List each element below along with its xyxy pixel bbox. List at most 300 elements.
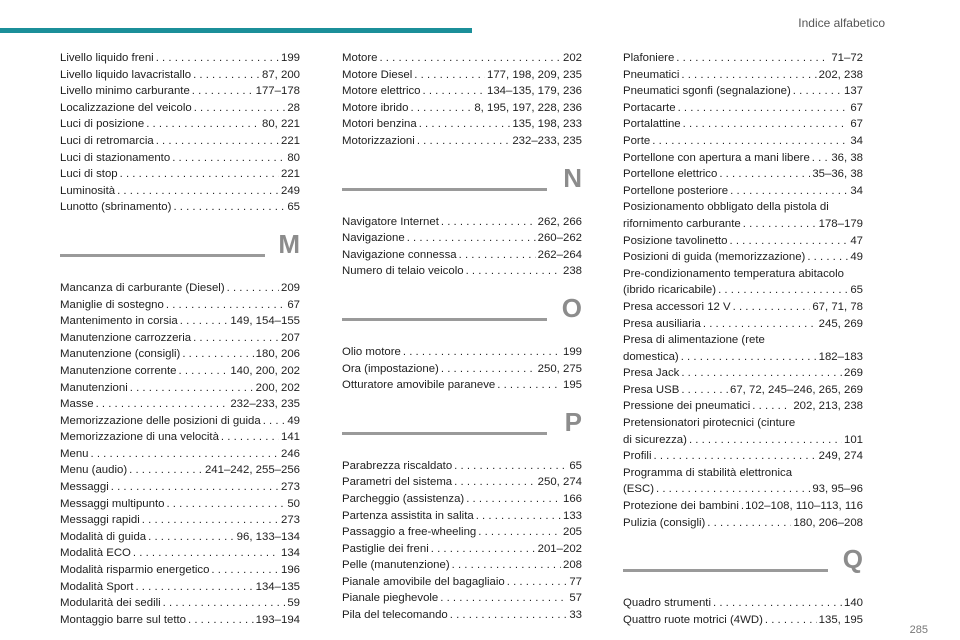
leader-dots [111,479,279,496]
entry-term: Pastiglie dei freni [342,542,429,555]
entry-pages: 177, 198, 209, 235 [486,68,582,81]
leader-dots [689,432,842,449]
entry-term: Pressione dei pneumatici [623,400,751,413]
index-entry [623,266,863,299]
entry-term: Livello liquido lavacristallo [60,68,192,81]
index-entry [342,458,582,475]
entry-term: (ibrido ricaricabile) [623,284,717,297]
entry-pages: 196 [280,564,300,577]
leader-dots [96,396,229,413]
leader-dots [182,346,253,363]
entry-pages: 205 [562,526,582,539]
index-entry [60,183,300,200]
leader-dots [379,50,561,67]
entry-list [60,50,300,216]
entry-pages: 65 [850,284,863,297]
entry-pages: 67 [287,298,300,311]
entry-pages: 49 [287,414,300,427]
entry-term: Menu [60,447,89,460]
index-entry [60,612,300,629]
index-entry [342,524,582,541]
index-entry [342,508,582,525]
leader-dots [129,462,203,479]
index-entry [342,116,582,133]
leader-dots [180,313,229,330]
index-entry [60,100,300,117]
leader-dots [117,183,279,200]
entry-term: Posizionamento obbligato della pistola di [623,201,829,214]
entry-term: Luci di posizione [60,118,145,131]
index-entry [60,545,300,562]
entry-term: Motore [342,52,378,64]
entry-pages: 134–135 [255,580,300,593]
leader-dots [431,541,536,558]
entry-term: Localizzazione del veicolo [60,101,192,114]
entry-term: Pneumatici [623,68,680,81]
leader-dots [466,491,561,508]
leader-dots [683,116,849,133]
leader-dots [681,365,842,382]
index-entry [623,382,863,399]
entry-term: Protezione dei bambini [623,500,739,513]
leader-dots [211,562,279,579]
entry-pages: 28 [287,101,300,114]
leader-dots [179,363,229,380]
index-entry [623,83,863,100]
leader-dots [263,413,286,430]
entry-pages: 221 [280,168,300,181]
index-entry [60,313,300,330]
entry-pages: 249, 274 [818,450,863,463]
index-entry [623,199,863,232]
leader-dots [807,249,848,266]
entry-term: Presa accessori 12 V [623,300,731,313]
entry-pages: 59 [287,597,300,610]
leader-dots [163,595,286,612]
index-entry [623,183,863,200]
leader-dots [441,214,536,231]
leader-dots [653,448,816,465]
entry-term: Motore elettrico [342,85,421,98]
leader-dots [419,116,511,133]
leader-dots [507,574,568,591]
leader-dots [476,508,561,525]
leader-dots [681,67,816,84]
section-letter: P [564,406,582,437]
entry-pages: 50 [287,497,300,510]
leader-dots [173,199,285,216]
entry-term: Livello liquido freni [60,52,154,64]
entry-term: Motore Diesel [342,68,413,81]
leader-dots [227,280,279,297]
index-entry [623,498,863,515]
entry-term: Mantenimento in corsia [60,315,178,328]
entry-term: Portellone posteriore [623,184,729,197]
entry-pages: 177–178 [255,85,300,98]
leader-dots [166,297,285,314]
entry-pages: 67 [850,101,863,114]
index-entry [623,448,863,465]
entry-pages: 34 [850,184,863,197]
leader-dots [718,282,848,299]
entry-term: Porte [623,134,651,147]
leader-dots [440,590,567,607]
index-entry [623,116,863,133]
entry-term: Modularità dei sedili [60,597,161,610]
entry-pages: 202, 238 [818,68,863,81]
index-entry [342,574,582,591]
leader-dots [410,100,472,117]
entry-term: Presa ausiliaria [623,317,701,330]
entry-term: Quadro strumenti [623,597,711,610]
entry-pages: 178–179 [818,217,863,230]
index-entry [623,150,863,167]
index-entry [60,479,300,496]
entry-pages: 260–262 [537,232,582,245]
entry-pages: 135, 195 [818,613,863,626]
header-accent-bar [0,28,472,33]
entry-pages: 134–135, 179, 236 [486,85,582,98]
index-entry [60,595,300,612]
entry-pages: 232–233, 235 [512,134,582,147]
entry-pages: 202 [562,52,582,64]
entry-term: Pila del telecomando [342,609,448,622]
section-divider [342,432,547,435]
entry-pages: 245, 269 [818,317,863,330]
leader-dots [135,579,253,596]
index-entry [342,214,582,231]
entry-pages: 262–264 [537,248,582,261]
entry-pages: 199 [562,345,582,358]
entry-pages: 87, 200 [261,68,300,81]
entry-pages: 67, 72, 245–246, 265, 269 [729,383,863,396]
leader-dots [652,133,848,150]
section-divider [342,318,547,321]
entry-term: Presa di alimentazione (rete [623,334,765,347]
section-letter: Q [842,544,863,575]
entry-pages: 273 [280,481,300,494]
entry-pages: 67, 71, 78 [812,300,863,313]
leader-dots [681,382,728,399]
entry-term: Manutenzione (consigli) [60,348,181,361]
leader-dots [403,344,561,361]
entry-pages: 202, 213, 238 [793,400,863,413]
entry-pages: 33 [569,609,582,622]
entry-term: Partenza assistita in salita [342,509,474,522]
index-entry [60,429,300,446]
leader-dots [478,524,561,541]
entry-term: Memorizzazione delle posizioni di guida [60,414,261,427]
leader-dots [752,398,791,415]
entry-pages: 182–183 [818,350,863,363]
entry-continuation [623,282,863,299]
entry-term: Pretensionatori pirotecnici (cinture [623,417,796,430]
entry-pages: 34 [850,134,863,147]
leader-dots [713,595,842,612]
leader-dots [441,361,536,378]
index-entry [342,590,582,607]
leader-dots [172,150,285,167]
entry-term: Memorizzazione di una velocità [60,431,219,444]
index-entry [623,515,863,532]
entry-pages: 71–72 [831,52,863,64]
entry-term: Pianale pieghevole [342,592,439,605]
entry-list [623,595,863,628]
index-entry [342,607,582,624]
entry-pages: 77 [569,575,582,588]
section-divider [60,254,265,257]
entry-term: Livello minimo carburante [60,85,190,98]
index-entry [60,199,300,216]
entry-term: Messaggi rapidi [60,514,140,527]
entry-pages: 269 [843,367,863,380]
entry-term: Modalità ECO [60,547,131,560]
leader-dots [91,446,279,463]
entry-list [623,448,863,465]
entry-pages: 262, 266 [537,215,582,228]
entry-list [342,344,582,394]
index-entry [623,316,863,333]
entry-term: Profili [623,450,652,463]
entry-continuation [623,432,863,449]
leader-dots [454,458,567,475]
index-entry [342,133,582,150]
entry-pages: 246 [280,447,300,460]
entry-pages: 180, 206–208 [793,516,863,529]
index-entry [60,396,300,413]
entry-list [623,465,863,498]
entry-term: Portellone con apertura a mani libere [623,151,810,164]
index-entry [342,50,582,67]
entry-pages: 199 [280,52,300,64]
entry-pages: 166 [562,492,582,505]
entry-pages: 135, 198, 233 [512,118,582,131]
entry-term: Presa Jack [623,367,680,380]
index-entry [342,83,582,100]
entry-pages: 141 [280,431,300,444]
entry-pages: 201–202 [537,542,582,555]
index-entry [623,332,863,365]
entry-term: Navigazione connessa [342,248,457,261]
leader-dots [681,349,817,366]
section-letter: N [563,162,582,193]
entry-term: Luminosità [60,184,116,197]
entry-pages: 49 [850,251,863,264]
entry-pages: 241–242, 255–256 [204,464,300,477]
index-entry [623,233,863,250]
entry-pages: 208 [562,559,582,572]
entry-list [623,266,863,299]
leader-dots [194,100,286,117]
entry-continuation [623,216,863,233]
section-header-m [60,228,300,276]
entry-term: Motore ibrido [342,101,409,114]
leader-dots [450,607,568,624]
leader-dots [146,116,260,133]
entry-term: Navigazione [342,232,405,245]
entry-term: Pre-condizionamento temperatura abitacolo [623,267,844,280]
entry-term: di sicurezza) [623,433,687,446]
entry-pages: 200, 202 [255,381,300,394]
index-entry [342,491,582,508]
index-entry [342,557,582,574]
entry-list [623,233,863,266]
entry-pages: 249 [280,184,300,197]
entry-term: Messaggi multipunto [60,497,165,510]
index-entry [342,100,582,117]
entry-pages: 134 [280,547,300,560]
entry-pages: 250, 274 [537,476,582,489]
index-entry [342,474,582,491]
entry-term: Presa USB [623,383,680,396]
entry-pages: 232–233, 235 [230,398,300,411]
entry-pages: 221 [280,134,300,147]
index-entry [60,562,300,579]
index-entry [60,462,300,479]
leader-dots [703,316,817,333]
entry-pages: 133 [562,509,582,522]
entry-pages: 65 [569,459,582,472]
index-entry [60,363,300,380]
leader-dots [466,263,561,280]
leader-dots [793,83,842,100]
index-entry [623,595,863,612]
section-divider [623,569,828,572]
leader-dots [193,67,260,84]
entry-term: Messaggi [60,481,109,494]
leader-dots [120,166,279,183]
index-entry [60,67,300,84]
entry-term: Mancanza di carburante (Diesel) [60,281,225,294]
entry-term: Modalità Sport [60,580,134,593]
entry-term: Manutenzione corrente [60,364,177,377]
leader-dots [741,498,743,515]
entry-pages: 193–194 [255,613,300,626]
entry-pages: 36, 38 [831,151,863,164]
index-entry [623,465,863,498]
leader-dots [133,545,279,562]
entry-list [342,50,582,150]
entry-term: Motori benzina [342,118,417,131]
entry-term: Maniglie di sostegno [60,298,164,311]
entry-pages: 250, 275 [537,362,582,375]
entry-pages: 35–36, 38 [812,168,863,181]
entry-term: Programma di stabilità elettronica [623,466,793,479]
index-entry [60,83,300,100]
entry-pages: 207 [280,331,300,344]
leader-dots [417,133,511,150]
index-entry [623,415,863,448]
leader-dots [423,83,485,100]
entry-term: Montaggio barre sul tetto [60,613,187,626]
leader-dots [193,330,279,347]
entry-term: Manutenzione carrozzeria [60,331,192,344]
index-entry [623,166,863,183]
entry-term: Motorizzazioni [342,134,415,147]
index-entry [342,377,582,394]
entry-pages: 101 [843,433,863,446]
index-entry [623,299,863,316]
entry-pages: 149, 154–155 [230,315,300,328]
index-entry [60,297,300,314]
entry-term: Parametri del sistema [342,476,453,489]
leader-dots [414,67,485,84]
entry-pages: 137 [843,85,863,98]
entry-pages: 65 [287,201,300,214]
entry-term: Parcheggio (assistenza) [342,492,465,505]
entry-term: Navigatore Internet [342,215,439,228]
leader-dots [156,50,279,67]
entry-list [342,458,582,624]
page-header-title: Indice alfabetico [798,16,885,30]
entry-pages: 47 [850,234,863,247]
section-header-p [342,406,582,454]
entry-pages: 93, 95–96 [812,483,863,496]
index-entry [60,166,300,183]
index-column-2 [342,50,582,624]
index-entry [60,496,300,513]
entry-pages: 195 [562,379,582,392]
entry-term: Luci di stop [60,168,118,181]
index-entry [342,247,582,264]
entry-term: (ESC) [623,483,655,496]
leader-dots [221,429,279,446]
entry-continuation [623,349,863,366]
entry-list [342,214,582,280]
entry-term: Olio motore [342,345,401,358]
section-letter: M [278,228,300,259]
entry-pages: 273 [280,514,300,527]
entry-list [623,332,863,365]
entry-pages: 8, 195, 197, 228, 236 [474,101,582,114]
leader-dots [148,529,235,546]
index-entry [623,50,863,67]
index-entry [60,380,300,397]
index-entry [60,133,300,150]
entry-term: Plafoniere [623,52,675,64]
entry-list [623,415,863,448]
entry-pages: 209 [280,281,300,294]
section-letter: O [561,292,582,323]
index-entry [60,529,300,546]
entry-term: Passaggio a free-wheeling [342,526,477,539]
index-entry [342,230,582,247]
entry-pages: 102–108, 110–113, 116 [745,500,863,513]
entry-list [623,498,863,531]
entry-term: Masse [60,398,94,411]
index-entry [623,133,863,150]
entry-pages: 238 [562,265,582,278]
leader-dots [730,183,848,200]
entry-pages: 80 [287,151,300,164]
index-column-3 [623,50,863,628]
section-header-o [342,292,582,340]
leader-dots [656,481,810,498]
leader-dots [188,612,254,629]
index-entry [623,612,863,629]
entry-term: Ora (impostazione) [342,362,439,375]
index-entry [342,67,582,84]
leader-dots [676,50,829,67]
entry-term: Pulizia (consigli) [623,516,706,529]
entry-term: Luci di retromarcia [60,134,154,147]
entry-list [623,199,863,232]
entry-pages: 57 [569,592,582,605]
index-entry [60,346,300,363]
leader-dots [192,83,254,100]
section-header-q [623,544,863,591]
entry-pages: 80, 221 [261,118,300,131]
